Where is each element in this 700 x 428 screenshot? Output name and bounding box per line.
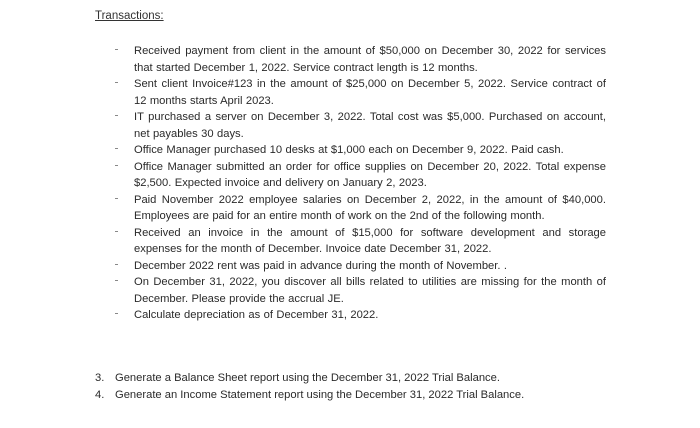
- transaction-item: Office Manager submitted an order for office supplies on December 20, 2022. Total expense $2,500. Expected invoice and delivery on January 2, 2023.: [112, 159, 606, 192]
- transaction-item: Office Manager purchased 10 desks at $1,000 each on December 9, 2022. Paid cash.: [112, 142, 606, 159]
- transaction-item: Received an invoice in the amount of $15,000 for software development and storage expenses for the month of December. Invoice date December 31, 2022.: [112, 225, 606, 258]
- transaction-item: Received payment from client in the amount of $50,000 on December 30, 2022 for services that started December 1, 2022. Service contract length is 12 months.: [112, 43, 606, 76]
- transactions-list: [112, 43, 606, 324]
- task-number: 3.: [95, 372, 105, 384]
- task-list: [95, 370, 524, 403]
- transaction-item: On December 31, 2022, you discover all bills related to utilities are missing for the month of December. Please provide the accrual JE.: [112, 274, 606, 307]
- task-text: Generate an Income Statement report using the December 31, 2022 Trial Balance.: [115, 388, 525, 401]
- transactions-heading: Transactions:: [95, 10, 164, 22]
- task-item: [95, 387, 524, 404]
- transaction-item: IT purchased a server on December 3, 2022. Total cost was $5,000. Purchased on account, net payables 30 days.: [112, 109, 606, 142]
- task-text: Generate a Balance Sheet report using the December 31, 2022 Trial Balance.: [115, 372, 500, 384]
- transaction-item: Sent client Invoice#123 in the amount of $25,000 on December 5, 2022. Service contract of 12 months starts April 2023.: [112, 76, 606, 109]
- transaction-item: December 2022 rent was paid in advance during the month of November. .: [112, 258, 606, 275]
- task-item: [95, 370, 524, 387]
- task-number: 4.: [95, 388, 105, 401]
- transaction-item: Paid November 2022 employee salaries on December 2, 2022, in the amount of $40,000. Employees are paid for an entire month of work on the 2nd of the following month.: [112, 192, 606, 225]
- transaction-item: Calculate depreciation as of December 31, 2022.: [112, 307, 606, 324]
